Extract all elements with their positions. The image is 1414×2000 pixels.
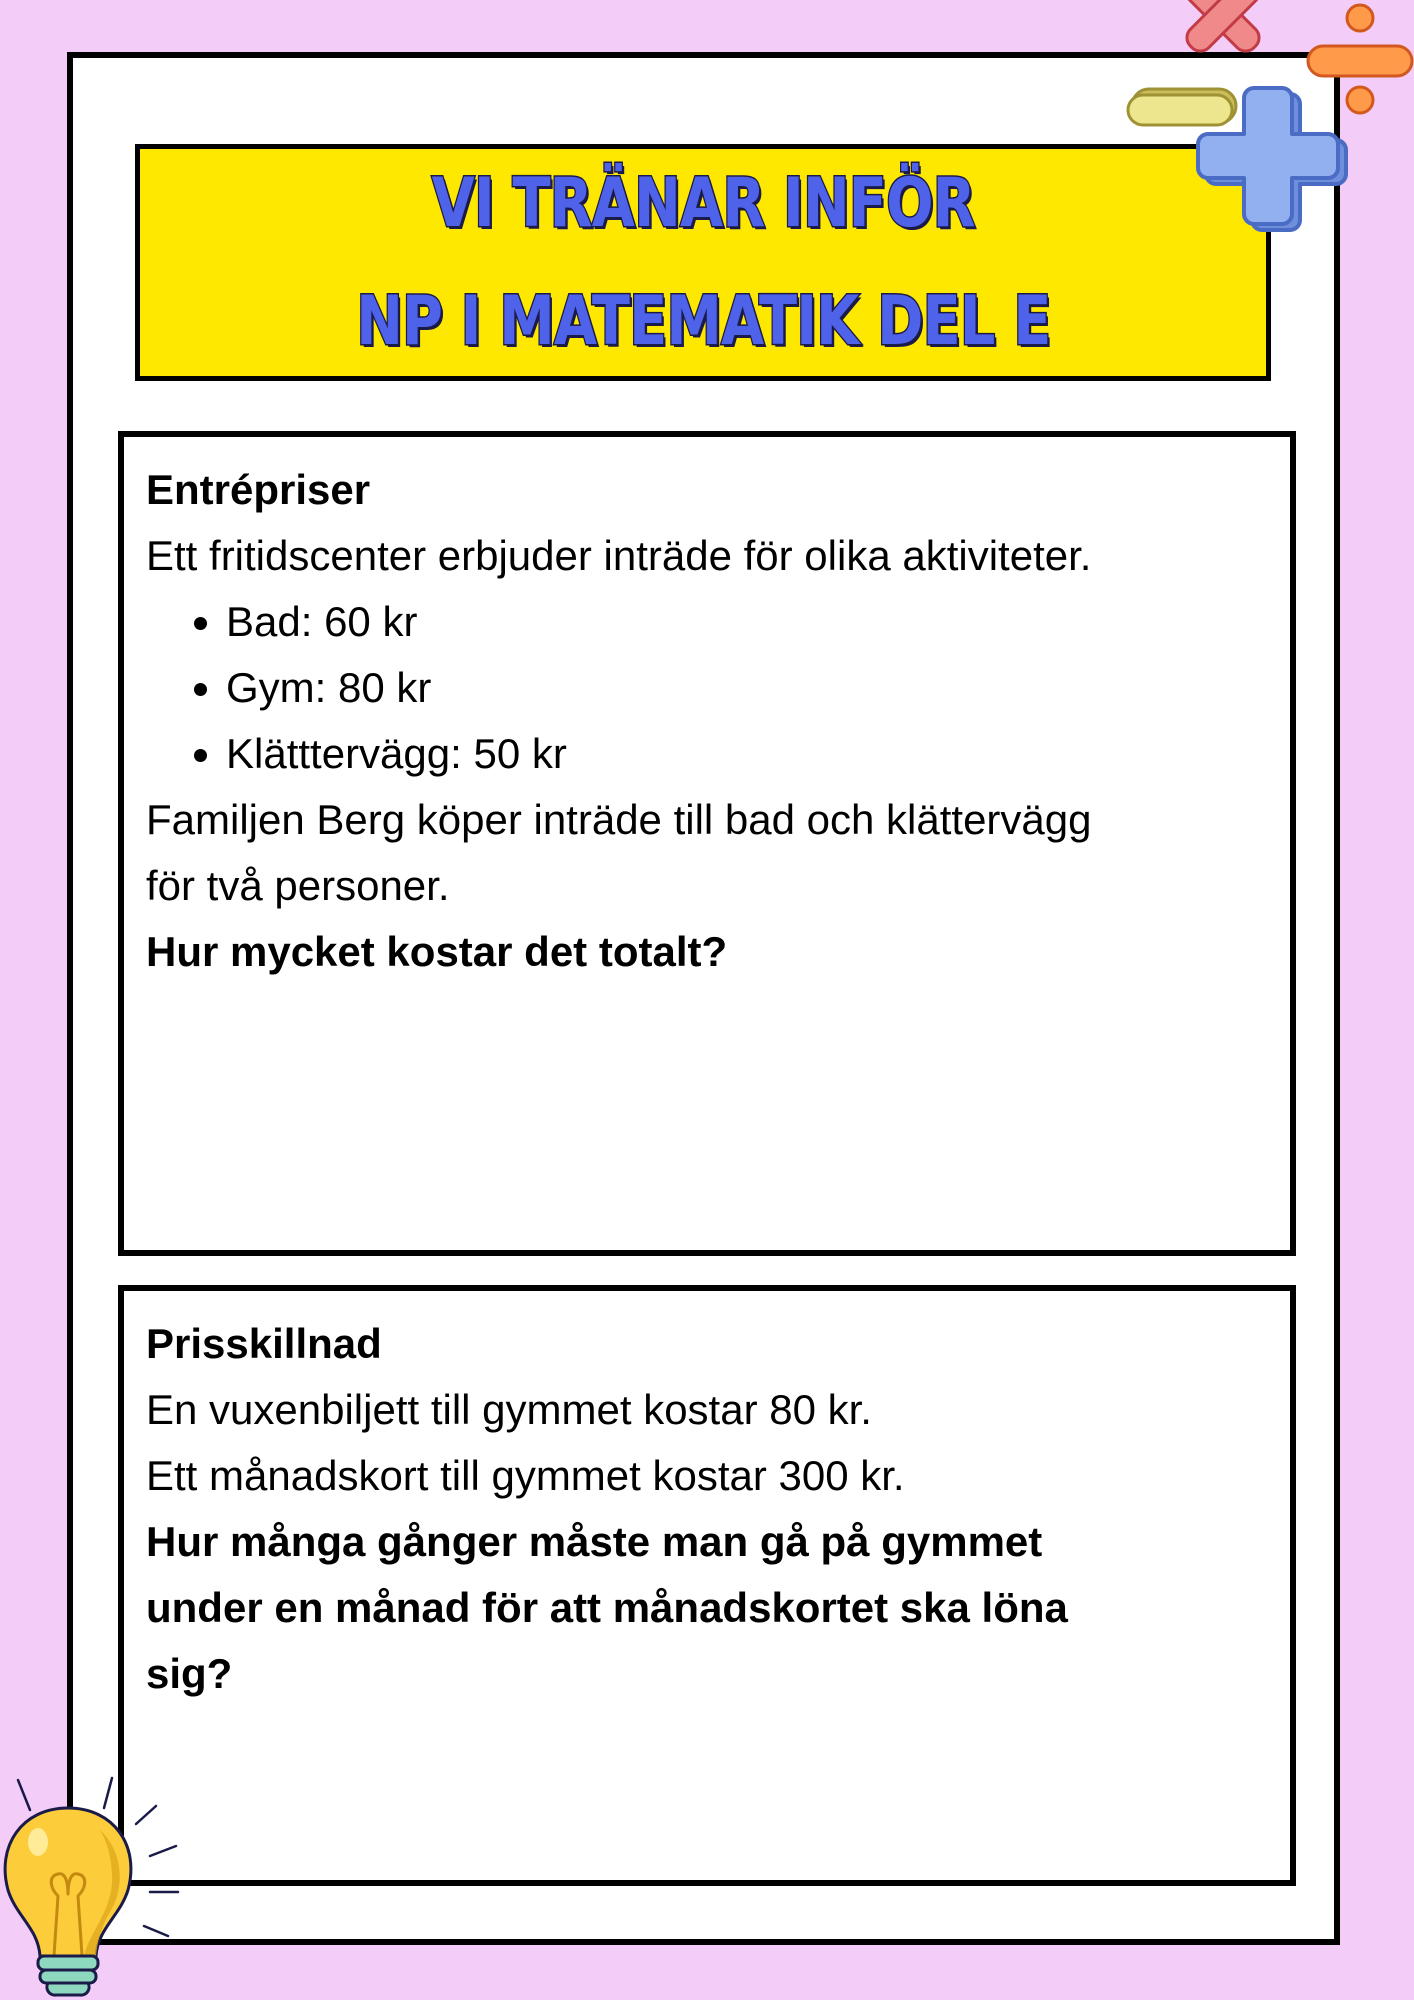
plus-icon xyxy=(1196,84,1348,236)
task-text: för två personer. xyxy=(146,862,450,909)
task-heading: Prisskillnad xyxy=(146,1320,382,1367)
task-question: Hur många gånger måste man gå på gymmet xyxy=(146,1518,1043,1565)
page-title-line-1: VI TRÄNAR INFÖR xyxy=(431,163,975,243)
task-question: Hur mycket kostar det totalt? xyxy=(146,928,728,975)
task-heading: Entrépriser xyxy=(146,466,371,513)
list-item: • Gym: 80 kr xyxy=(226,655,1268,721)
price-list xyxy=(146,589,1268,787)
task-intro: Ett fritidscenter erbjuder inträde för olika aktiviteter. xyxy=(146,532,1092,579)
task-box-entrepriser xyxy=(118,431,1296,1256)
task-box-prisskillnad xyxy=(118,1285,1296,1886)
task-text: En vuxenbiljett till gymmet kostar 80 kr. xyxy=(146,1386,872,1433)
list-item: • Bad: 60 kr xyxy=(226,589,1268,655)
times-icon xyxy=(1170,0,1280,60)
title-banner xyxy=(135,144,1271,381)
task-question: sig? xyxy=(146,1650,233,1697)
list-item: • Klätttervägg: 50 kr xyxy=(226,721,1268,787)
task-text: Ett månadskort till gymmet kostar 300 kr. xyxy=(146,1452,905,1499)
task-text: Familjen Berg köper inträde till bad och klättervägg xyxy=(146,796,1092,843)
page-title-line-2: NP I MATEMATIK DEL E xyxy=(355,281,1051,361)
task-question: under en månad för att månadskortet ska löna xyxy=(146,1584,1068,1631)
lightbulb-icon xyxy=(0,1770,190,2000)
